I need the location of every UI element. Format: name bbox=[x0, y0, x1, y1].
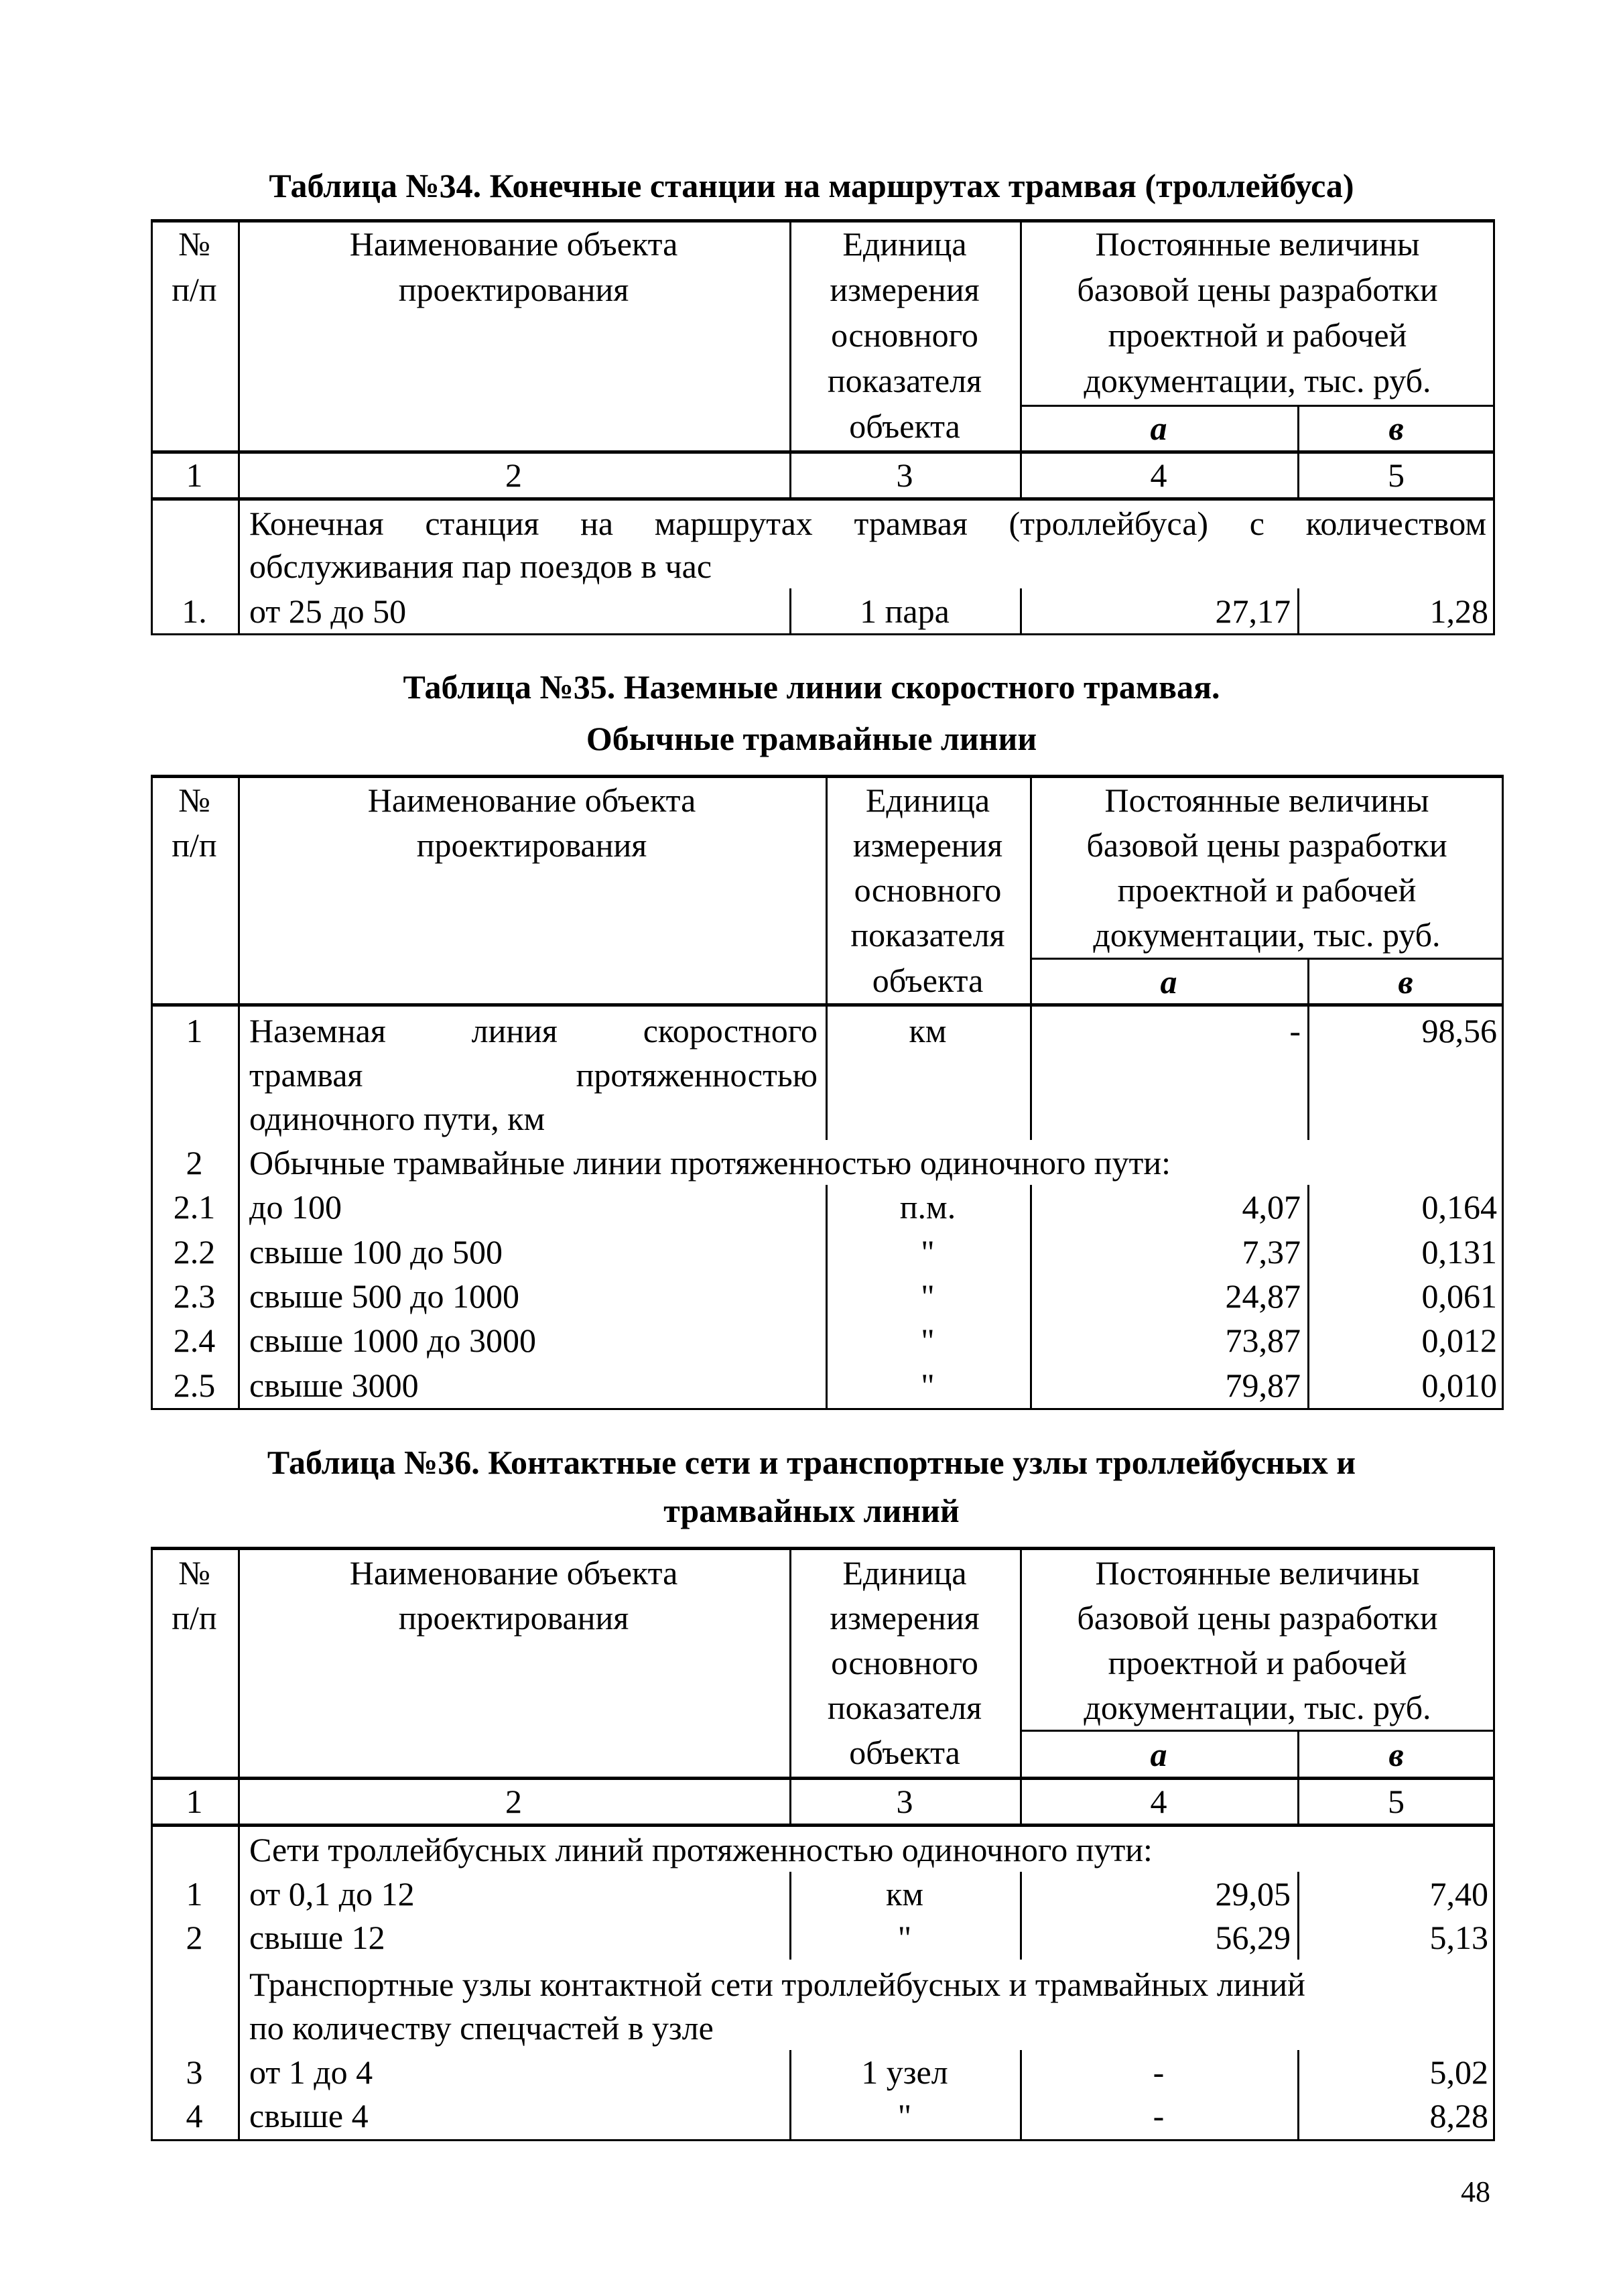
table-border bbox=[151, 633, 1495, 635]
column-number: 1 bbox=[186, 1783, 203, 1820]
table-36-title: Таблица №36. Контактные сети и транспортные узлы троллейбусных и bbox=[267, 1444, 1356, 1481]
row-value-a: - bbox=[1153, 2097, 1165, 2134]
row-value-a: 56,29 bbox=[1215, 1919, 1291, 1956]
row-unit: 1 пара bbox=[860, 592, 950, 630]
row-value-a: 73,87 bbox=[1225, 1322, 1301, 1359]
header-cost: документации, тыс. руб. bbox=[1084, 362, 1431, 399]
group-label: Конечная станция на маршрутах трамвая (троллейбуса) с количеством bbox=[249, 505, 1486, 542]
header-sub-a: а bbox=[1150, 1736, 1167, 1773]
row-value-b: 0,010 bbox=[1421, 1366, 1497, 1404]
header-unit: Единица bbox=[842, 1554, 967, 1592]
page-number: 48 bbox=[1461, 2175, 1490, 2208]
row-value-b: 0,131 bbox=[1421, 1233, 1497, 1271]
row-unit: " bbox=[897, 1919, 912, 1956]
header-name: проектирования bbox=[416, 826, 647, 864]
row-unit: " bbox=[921, 1322, 935, 1359]
row-name: от 0,1 до 12 bbox=[249, 1875, 415, 1913]
row-name: от 1 до 4 bbox=[249, 2053, 373, 2091]
row-unit: " bbox=[921, 1233, 935, 1271]
table-divider bbox=[151, 497, 1495, 501]
header-unit: измерения bbox=[852, 826, 1003, 864]
row-name: свыше 3000 bbox=[249, 1366, 419, 1404]
table-border bbox=[151, 1547, 1495, 1550]
header-sub-b: в bbox=[1398, 963, 1413, 1001]
header-unit: основного bbox=[854, 871, 1002, 909]
header-cost: проектной и рабочей bbox=[1108, 1644, 1407, 1681]
header-num: п/п bbox=[172, 271, 217, 308]
column-number: 4 bbox=[1150, 456, 1167, 494]
header-unit: Единица bbox=[842, 225, 967, 263]
table-divider bbox=[1020, 1730, 1495, 1732]
header-unit: показателя bbox=[850, 916, 1005, 954]
header-num: № bbox=[178, 781, 210, 819]
header-unit: основного bbox=[831, 1644, 978, 1681]
row-value-b: 1,28 bbox=[1429, 592, 1488, 630]
group-label: по количеству спецчастей в узле bbox=[249, 2009, 714, 2047]
column-number: 2 bbox=[505, 1783, 522, 1820]
header-sub-b: в bbox=[1388, 1736, 1404, 1773]
row-value-a: 4,07 bbox=[1242, 1188, 1301, 1226]
table-border bbox=[151, 2139, 1495, 2141]
header-cost: Постоянные величины bbox=[1104, 781, 1429, 819]
row-num: 2 bbox=[186, 1919, 203, 1956]
header-unit: измерения bbox=[830, 271, 980, 308]
header-cost: Постоянные величины bbox=[1095, 1554, 1420, 1592]
header-unit: Единица bbox=[865, 781, 990, 819]
column-number: 3 bbox=[896, 456, 913, 494]
column-number: 3 bbox=[896, 1783, 913, 1820]
header-unit: основного bbox=[831, 316, 978, 354]
row-value-b: 8,28 bbox=[1429, 2097, 1488, 2134]
row-name: Наземная линия скоростного bbox=[249, 1012, 818, 1049]
row-value-a: - bbox=[1289, 1012, 1301, 1049]
header-unit: показателя bbox=[827, 1689, 982, 1726]
group-label: Сети троллейбусных линий протяженностью одиночного пути: bbox=[249, 1831, 1153, 1868]
header-name: Наименование объекта bbox=[349, 225, 678, 263]
header-num: № bbox=[178, 1554, 210, 1592]
table-35-title: Обычные трамвайные линии bbox=[586, 720, 1037, 757]
row-unit: " bbox=[897, 2097, 912, 2134]
row-num: 2.2 bbox=[173, 1233, 216, 1271]
header-sub-a: а bbox=[1150, 409, 1167, 447]
header-cost: документации, тыс. руб. bbox=[1093, 916, 1441, 954]
group-label: Транспортные узлы контактной сети троллейбусных и трамвайных линий bbox=[249, 1966, 1305, 2003]
row-value-b: 0,061 bbox=[1421, 1277, 1497, 1315]
table-35-title: Таблица №35. Наземные линии скоростного трамвая. bbox=[403, 668, 1220, 706]
table-34-title: Таблица №34. Конечные станции на маршрутах трамвая (троллейбуса) bbox=[269, 167, 1354, 204]
header-name: Наименование объекта bbox=[349, 1554, 678, 1592]
row-name: до 100 bbox=[249, 1188, 342, 1226]
row-name: свыше 4 bbox=[249, 2097, 369, 2134]
header-unit: измерения bbox=[830, 1599, 980, 1637]
row-num: 2.3 bbox=[173, 1277, 216, 1315]
header-name: проектирования bbox=[398, 271, 629, 308]
row-num: 1. bbox=[182, 592, 207, 630]
row-num: 1 bbox=[186, 1012, 203, 1049]
row-unit: " bbox=[921, 1366, 935, 1404]
row-value-a: 7,37 bbox=[1242, 1233, 1301, 1271]
row-unit: п.м. bbox=[899, 1188, 956, 1226]
column-number: 5 bbox=[1388, 456, 1405, 494]
header-num: п/п bbox=[172, 826, 217, 864]
row-value-a: 29,05 bbox=[1215, 1875, 1291, 1913]
header-unit: объекта bbox=[849, 1734, 960, 1771]
row-num: 2.1 bbox=[173, 1188, 216, 1226]
row-name: свыше 100 до 500 bbox=[249, 1233, 503, 1271]
row-value-b: 5,02 bbox=[1429, 2053, 1488, 2091]
row-unit: 1 узел bbox=[861, 2053, 948, 2091]
column-number: 2 bbox=[505, 456, 522, 494]
row-name: свыше 12 bbox=[249, 1919, 385, 1956]
group-label: Обычные трамвайные линии протяженностью одиночного пути: bbox=[249, 1144, 1171, 1182]
header-cost: базовой цены разработки bbox=[1077, 1599, 1438, 1637]
row-num: 2.5 bbox=[173, 1366, 216, 1404]
header-unit: показателя bbox=[827, 362, 982, 399]
row-num: 1 bbox=[186, 1875, 203, 1913]
header-num: п/п bbox=[172, 1599, 217, 1637]
row-value-b: 7,40 bbox=[1429, 1875, 1488, 1913]
row-value-b: 0,164 bbox=[1421, 1188, 1497, 1226]
table-divider bbox=[238, 775, 240, 1409]
header-cost: базовой цены разработки bbox=[1077, 271, 1438, 308]
row-value-a: 27,17 bbox=[1215, 592, 1291, 630]
header-sub-a: а bbox=[1160, 963, 1177, 1001]
row-name: трамвая протяженностью bbox=[249, 1056, 818, 1094]
row-name: свыше 500 до 1000 bbox=[249, 1277, 520, 1315]
row-value-a: 79,87 bbox=[1225, 1366, 1301, 1404]
row-value-a: - bbox=[1153, 2053, 1165, 2091]
row-unit: км bbox=[886, 1875, 923, 1913]
header-sub-b: в bbox=[1388, 409, 1404, 447]
header-unit: объекта bbox=[849, 407, 960, 445]
row-value-b: 0,012 bbox=[1421, 1322, 1497, 1359]
row-num: 3 bbox=[186, 2053, 203, 2091]
row-value-b: 98,56 bbox=[1421, 1012, 1497, 1049]
row-name: от 25 до 50 bbox=[249, 592, 407, 630]
row-num: 2.4 bbox=[173, 1322, 216, 1359]
column-number: 5 bbox=[1388, 1783, 1405, 1820]
row-unit: км bbox=[909, 1012, 947, 1049]
row-value-a: 24,87 bbox=[1225, 1277, 1301, 1315]
header-name: проектирования bbox=[398, 1599, 629, 1637]
column-number: 1 bbox=[186, 456, 203, 494]
row-name: свыше 1000 до 3000 bbox=[249, 1322, 537, 1359]
group-label: обслуживания пар поездов в час bbox=[249, 548, 712, 585]
header-name: Наименование объекта bbox=[367, 781, 696, 819]
header-num: № bbox=[178, 225, 210, 263]
row-num: 4 bbox=[186, 2097, 203, 2134]
row-num: 2 bbox=[186, 1144, 203, 1182]
header-cost: проектной и рабочей bbox=[1108, 316, 1407, 354]
header-cost: Постоянные величины bbox=[1095, 225, 1420, 263]
table-divider bbox=[151, 1824, 1495, 1827]
table-36-title: трамвайных линий bbox=[663, 1492, 960, 1529]
header-cost: документации, тыс. руб. bbox=[1084, 1689, 1431, 1726]
header-cost: базовой цены разработки bbox=[1086, 826, 1447, 864]
header-unit: объекта bbox=[872, 962, 984, 999]
row-unit: " bbox=[921, 1277, 935, 1315]
header-cost: проектной и рабочей bbox=[1117, 871, 1417, 909]
row-name: одиночного пути, км bbox=[249, 1100, 545, 1137]
column-number: 4 bbox=[1150, 1783, 1167, 1820]
row-value-b: 5,13 bbox=[1429, 1919, 1488, 1956]
